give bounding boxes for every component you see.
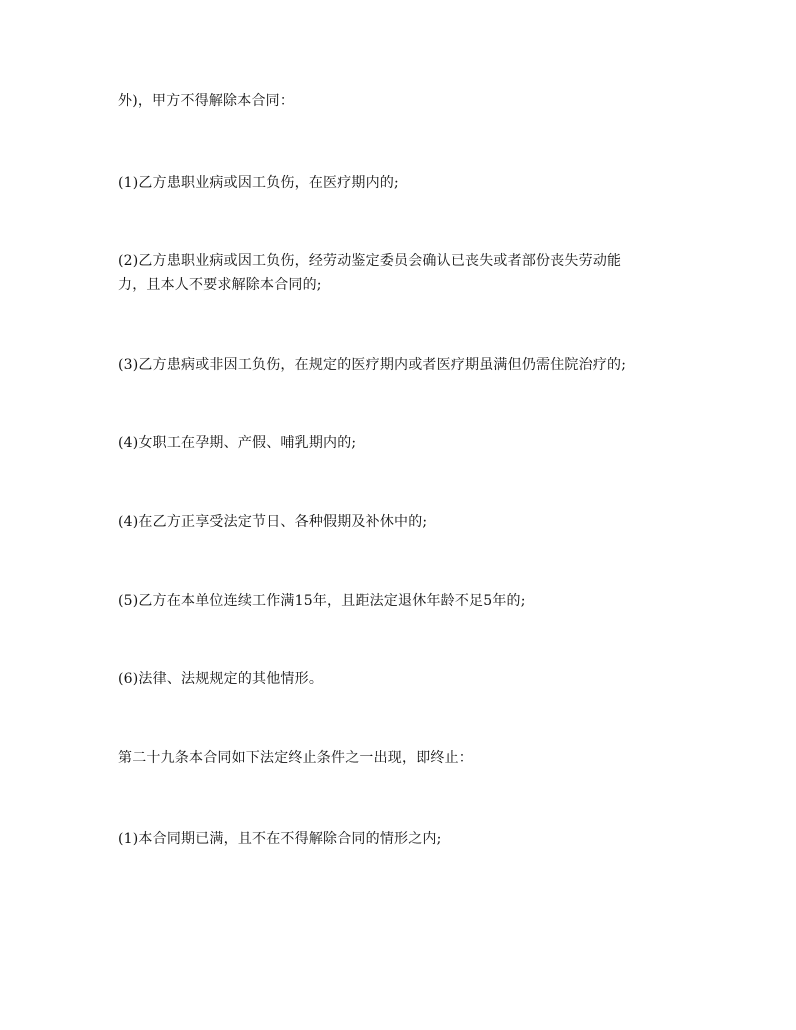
text-line: (1)乙方患职业病或因工负伤，在医疗期内的; xyxy=(118,175,399,191)
text-line: (2)乙方患职业病或因工负伤，经劳动鉴定委员会确认已丧失或者部份丧失劳动能 xyxy=(118,253,622,269)
text-line: 第二十九条本合同如下法定终止条件之一出现，即终止： xyxy=(118,750,473,766)
text-line: (1)本合同期已满，且不在不得解除合同的情形之内; xyxy=(118,831,442,847)
text-line: 外)，甲方不得解除本合同： xyxy=(118,93,295,109)
text-line: (4)在乙方正享受法定节日、各种假期及补休中的; xyxy=(118,514,428,530)
text-line: (5)乙方在本单位连续工作满15年，且距法定退休年龄不足5年的; xyxy=(118,593,526,609)
text-line: 力，且本人不要求解除本合同的; xyxy=(118,277,322,293)
text-line: (3)乙方患病或非因工负伤，在规定的医疗期内或者医疗期虽满但仍需住院治疗的; xyxy=(118,357,627,373)
text-line: (4)女职工在孕期、产假、哺乳期内的; xyxy=(118,435,357,451)
text-line: (6)法律、法规规定的其他情形。 xyxy=(118,671,324,687)
